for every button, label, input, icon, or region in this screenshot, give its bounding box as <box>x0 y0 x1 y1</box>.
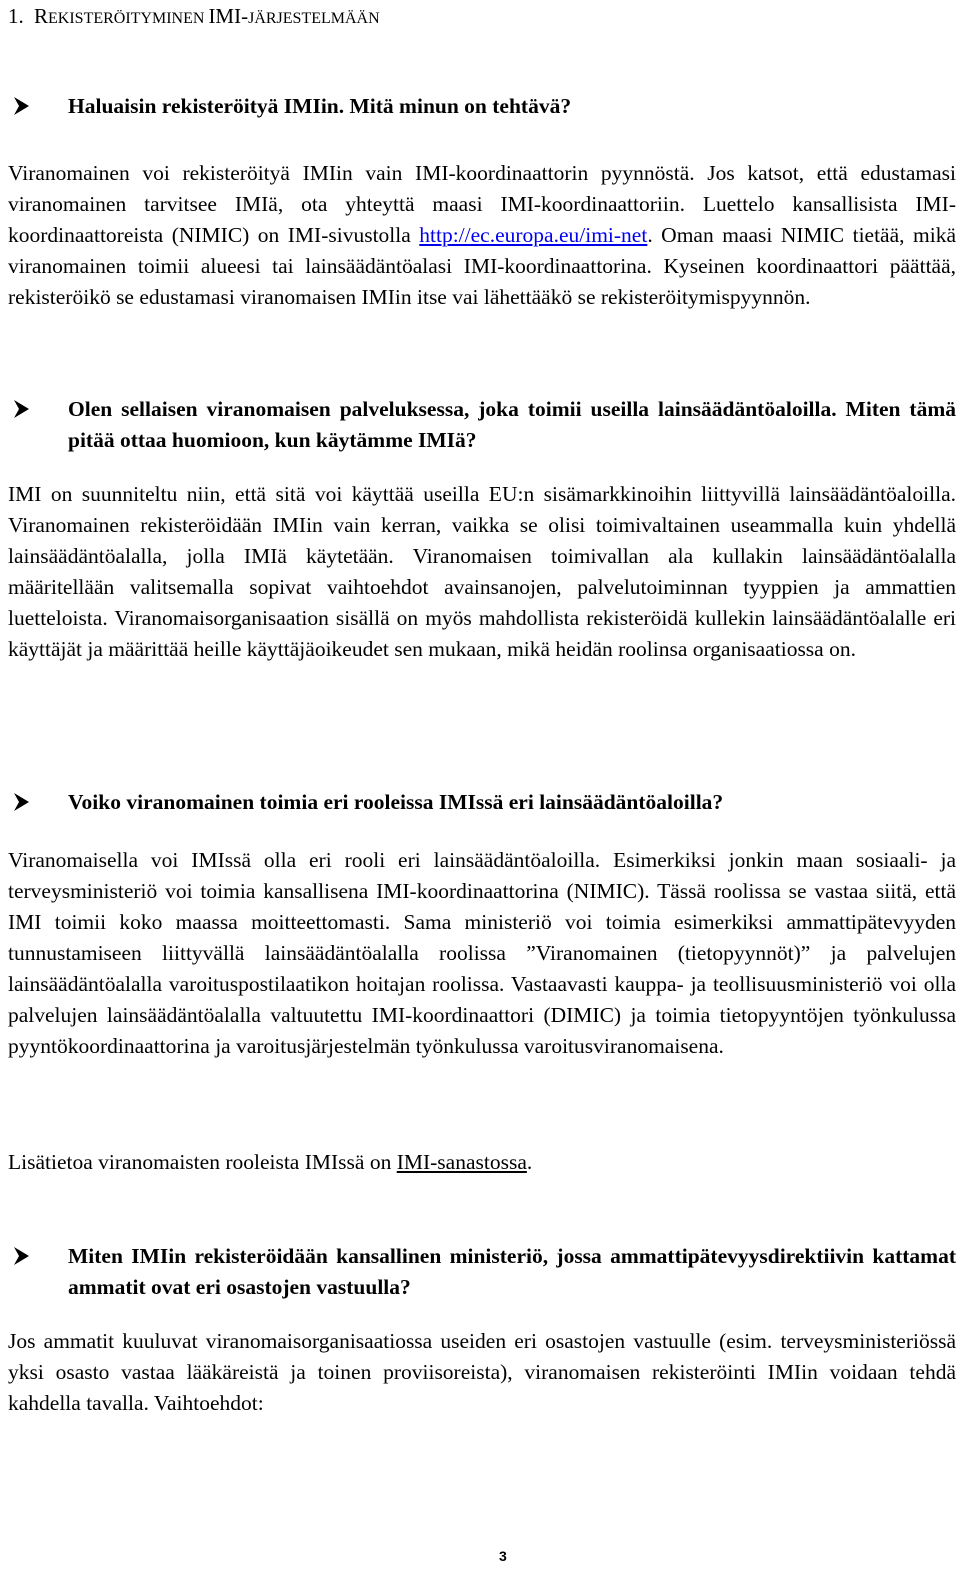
section-title-initial: R <box>34 4 49 28</box>
arrowhead-bullet-icon <box>12 790 32 814</box>
answer-3-more-info <box>8 1147 956 1178</box>
question-4 <box>8 1241 956 1303</box>
answer-3: Viranomaisella voi IMIssä olla eri rooli eri lainsäädäntöaloilla. Esimerkiksi jonkin maan sosiaali- ja terveysministeriö voi toimia kansallisena IMI-koordinaattorina (NIMIC). Tässä roolissa se vastaa siitä, että IMI toimii koko maassa moitteettomasti. Sama ministeriö voi toimia esimerkiksi ammattipätevyyden tunnustamiseen liittyvällä lainsäädäntöalalla roolissa ”Viranomainen (tietopyynnöt)” ja palvelujen lainsäädäntöalalla varoituspostilaatikon hoitajan roolissa. Vastaavasti kauppa- ja teollisuusministeriö voi olla palvelujen lainsäädäntöalalla valtuutettu IMI-koordinaattori (DIMIC) ja toimia tietopyyntöjen työnkulussa pyyntökoordinaattorina ja varoitusjärjestelmän työnkulussa varoitusviranomaisena. <box>8 848 956 1058</box>
question-1-text: Haluaisin rekisteröityä IMIin. Mitä minun on tehtävä? <box>68 94 572 118</box>
page-number: 3 <box>499 1548 507 1564</box>
answer-1-text-b: . Oman maasi NIMIC tietää, mikä viranomainen toimii alueesi tai lainsäädäntöalasi IMI-koordinaattorina. Kyseinen koordinaattori päättää, rekisteröikö se edustamasi viranomaisen IMIin itse vai lähettääkö se rekisteröitymispyynnön. <box>8 223 956 309</box>
more-info-prefix: Lisätietoa viranomaisten rooleista IMIssä on <box>8 1150 397 1174</box>
imi-glossary-link[interactable]: IMI-sanastossa <box>396 1150 527 1174</box>
arrowhead-bullet-icon <box>12 94 32 118</box>
answer-1 <box>8 158 956 313</box>
question-1 <box>8 91 956 122</box>
section-title-rest: JÄRJESTELMÄÄN <box>248 10 380 27</box>
answer-2: IMI on suunniteltu niin, että sitä voi käyttää useilla EU:n sisämarkkinoihin liittyvillä lainsäädäntöaloilla. Viranomainen rekisteröidään IMIin vain kerran, vaikka se olisi toimivaltainen useammalla kuin yhdellä lainsäädäntöalalla, jolla IMIä käytetään. Viranomaisen toimivallan ala kullakin lainsäädäntöalalla määritellään valitsemalla sopivat vaihtoehdot avainsanojen, palvelutoiminnan tyyppien ja ammattien luetteloista. Viranomaisorganisaation sisällä on myös mahdollista rekisteröidä kullekin lainsäädäntöalalle eri käyttäjät ja määrittää heille käyttäjäoikeudet sen mukaan, mikä heidän roolinsa organisaatiossa on. <box>8 482 956 661</box>
section-title-part: EKISTERÖITYMINEN <box>48 10 209 27</box>
arrowhead-bullet-icon <box>12 397 32 421</box>
arrowhead-bullet-icon <box>12 1244 32 1268</box>
section-title-imi: IMI- <box>208 4 249 28</box>
question-2 <box>8 394 956 456</box>
question-3 <box>8 787 956 818</box>
imi-net-link[interactable]: http://ec.europa.eu/imi-net <box>419 223 648 247</box>
question-3-text: Voiko viranomainen toimia eri rooleissa IMIssä eri lainsäädäntöaloilla? <box>68 790 724 814</box>
answer-1-text-a: Viranomainen voi rekisteröityä IMIin vain IMI-koordinaattorin pyynnöstä. Jos katsot, että edustamasi viranomainen tarvitsee IMIä, ota yhteyttä maasi IMI-koordinaattoriin. Luettelo kansallisista IMI-koordinaattoreista (NIMIC) on IMI-sivustolla <box>8 161 956 247</box>
more-info-suffix: . <box>526 1150 533 1174</box>
section-heading <box>8 2 380 33</box>
question-2-text: Olen sellaisen viranomaisen palveluksessa, joka toimii useilla lainsäädäntöaloilla. Miten tämä pitää ottaa huomioon, kun käytämme IMIä? <box>68 397 956 452</box>
answer-4: Jos ammatit kuuluvat viranomaisorganisaatiossa useiden eri osastojen vastuulle (esim. terveysministeriössä yksi osasto vastaa lääkäreistä ja toinen proviisoreista), viranomaisen rekisteröinti IMIin voidaan tehdä kahdella tavalla. Vaihtoehdot: <box>8 1329 956 1415</box>
question-4-text: Miten IMIin rekisteröidään kansallinen ministeriö, jossa ammattipätevyysdirektiivin kattamat ammatit ovat eri osastojen vastuulla? <box>68 1244 956 1299</box>
section-number: 1. <box>8 4 24 28</box>
